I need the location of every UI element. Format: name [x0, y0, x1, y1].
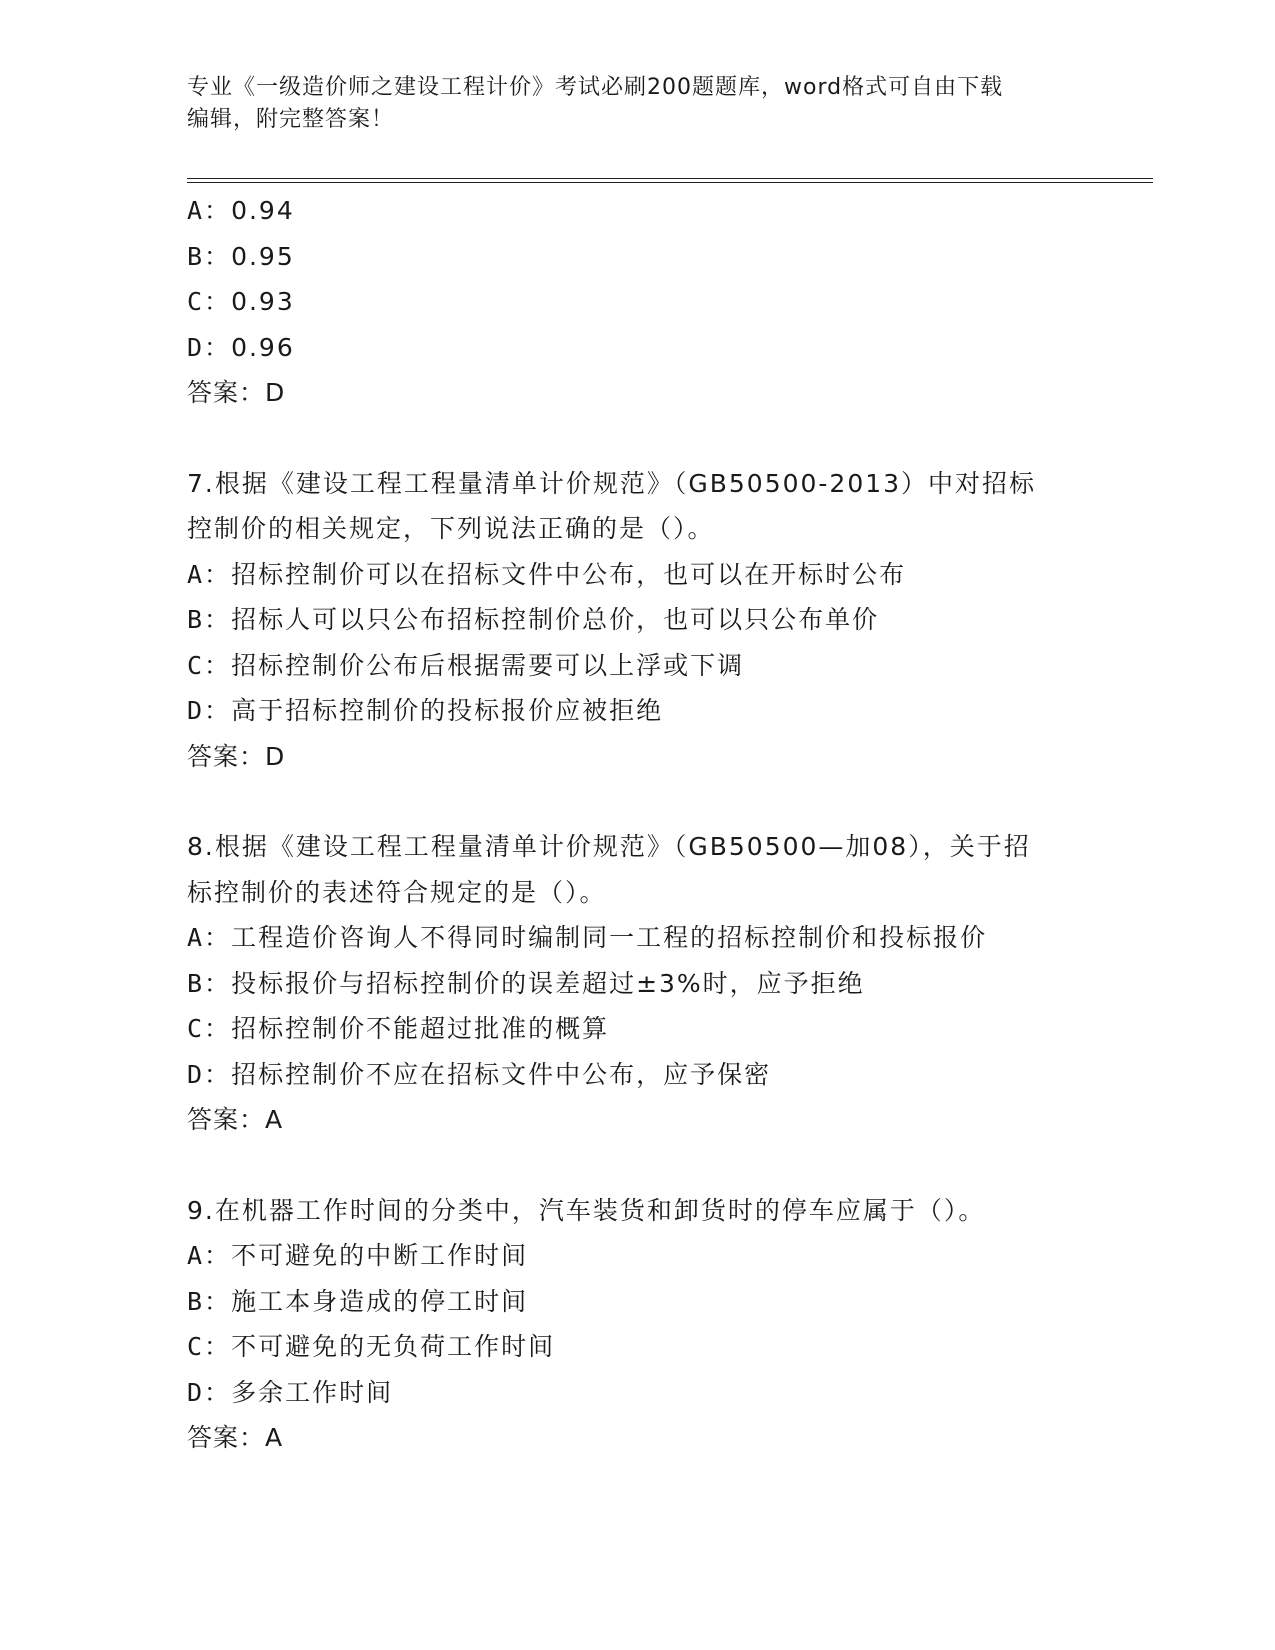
question-stem: 7.根据《建设工程工程量清单计价规范》（GB50500-2013）中对招标 — [187, 468, 1037, 498]
option-d: D：0.96 — [187, 332, 295, 362]
option-d: D：招标控制价不应在招标文件中公布，应予保密 — [187, 1059, 772, 1089]
option-a: A：不可避免的中断工作时间 — [187, 1241, 529, 1270]
question-stem-cont: 标控制价的表述符合规定的是（）。 — [187, 877, 607, 907]
option-c: C：招标控制价不能超过批准的概算 — [187, 1014, 610, 1043]
header-rule-bottom — [187, 182, 1153, 183]
option-c: C：不可避免的无负荷工作时间 — [187, 1332, 556, 1361]
document-body — [187, 188, 1147, 1461]
option-a: A：0.94 — [187, 196, 295, 225]
option-b: B：投标报价与招标控制价的误差超过±3%时，应予拒绝 — [187, 968, 865, 998]
spacer — [187, 779, 1147, 824]
option-d: D：高于招标控制价的投标报价应被拒绝 — [187, 696, 664, 725]
header-rule-top — [187, 178, 1153, 179]
spacer — [187, 416, 1147, 461]
question-8 — [187, 824, 1147, 1143]
question-6 — [187, 188, 1147, 416]
document-header — [187, 72, 1087, 136]
spacer — [187, 1143, 1147, 1188]
header-line-1: 专业《一级造价师之建设工程计价》考试必刷200题题库，word格式可自由下载 — [187, 75, 1004, 100]
option-a: A：工程造价咨询人不得同时编制同一工程的招标控制价和投标报价 — [187, 923, 988, 952]
answer: 答案：A — [187, 1105, 284, 1134]
option-d: D：多余工作时间 — [187, 1377, 394, 1407]
option-b: B：施工本身造成的停工时间 — [187, 1286, 529, 1316]
option-c: C：招标控制价公布后根据需要可以上浮或下调 — [187, 650, 745, 680]
header-line-2: 编辑，附完整答案！ — [187, 107, 395, 132]
question-stem: 9.在机器工作时间的分类中，汽车装货和卸货时的停车应属于（）。 — [187, 1195, 986, 1225]
question-7 — [187, 461, 1147, 780]
answer: 答案：A — [187, 1423, 284, 1452]
option-b: B：招标人可以只公布招标控制价总价，也可以只公布单价 — [187, 605, 880, 634]
option-a: A：招标控制价可以在招标文件中公布，也可以在开标时公布 — [187, 559, 907, 589]
question-stem-cont: 控制价的相关规定，下列说法正确的是（）。 — [187, 514, 715, 543]
question-stem: 8.根据《建设工程工程量清单计价规范》（GB50500—加08），关于招 — [187, 832, 1031, 861]
question-9 — [187, 1188, 1147, 1461]
option-c: C：0.93 — [187, 287, 295, 316]
option-b: B：0.95 — [187, 241, 295, 271]
answer: 答案：D — [187, 741, 286, 771]
answer: 答案：D — [187, 378, 286, 407]
